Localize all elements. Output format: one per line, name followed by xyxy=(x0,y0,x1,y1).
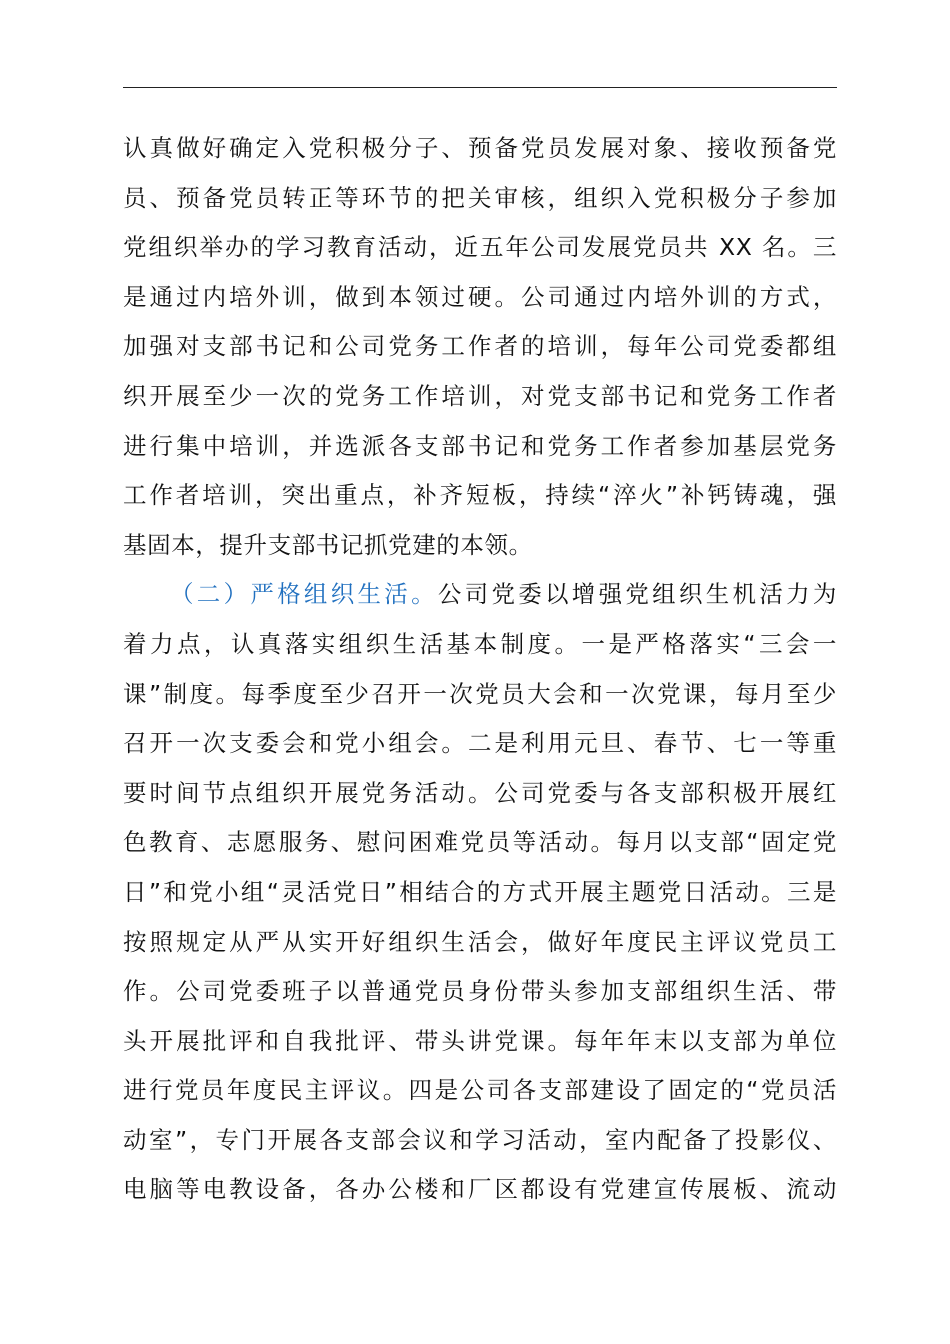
paragraph-line: 课”制度。每季度至少召开一次党员大会和一次党课，每月至少 xyxy=(123,679,837,708)
paragraph-line: 基固本，提升支部书记抓党建的本领。 xyxy=(123,530,533,559)
paragraph-line: 动室”，专门开展各支部会议和学习活动，室内配备了投影仪、 xyxy=(123,1125,837,1154)
header-rule xyxy=(123,87,837,88)
paragraph-line: 召开一次支委会和党小组会。二是利用元旦、春节、七一等重 xyxy=(123,729,837,758)
paragraph-line: 员、预备党员转正等环节的把关审核，组织入党积极分子参加 xyxy=(123,183,837,212)
section-heading-rest: 公司党委以增强党组织生机活力为 xyxy=(437,580,837,609)
paragraph-line: 党组织举办的学习教育活动，近五年公司发展党员共 XX 名。三 xyxy=(123,233,837,262)
paragraph-line: 织开展至少一次的党务工作培训，对党支部书记和党务工作者 xyxy=(123,381,837,410)
paragraph-line: 工作者培训，突出重点，补齐短板，持续“淬火”补钙铸魂，强 xyxy=(123,481,837,510)
paragraph-line: 电脑等电教设备，各办公楼和厂区都设有党建宣传展板、流动 xyxy=(123,1175,837,1204)
paragraph-line: 认真做好确定入党积极分子、预备党员发展对象、接收预备党 xyxy=(123,134,837,162)
paragraph-line: 日”和党小组“灵活党日”相结合的方式开展主题党日活动。三是 xyxy=(123,877,837,906)
paragraph-line: 是通过内培外训，做到本领过硬。公司通过内培外训的方式， xyxy=(123,282,837,311)
paragraph-line: 色教育、志愿服务、慰问困难党员等活动。每月以支部“固定党 xyxy=(123,828,837,857)
paragraph-line: 着力点，认真落实组织生活基本制度。一是严格落实“三会一 xyxy=(123,629,837,658)
paragraph-line: 进行党员年度民主评议。四是公司各支部建设了固定的“党员活 xyxy=(123,1076,837,1105)
paragraph-line: 进行集中培训，并选派各支部书记和党务工作者参加基层党务 xyxy=(123,431,837,460)
section-heading-line xyxy=(123,570,837,620)
paragraph-line: 要时间节点组织开展党务活动。公司党委与各支部积极开展红 xyxy=(123,778,837,807)
paragraph-line: 加强对支部书记和公司党务工作者的培训，每年公司党委都组 xyxy=(123,332,837,361)
paragraph-line: 作。公司党委班子以普通党员身份带头参加支部组织生活、带 xyxy=(123,977,837,1006)
section-heading: （二）严格组织生活。 xyxy=(170,580,438,609)
paragraph-line: 按照规定从严从实开好组织生活会，做好年度民主评议党员工 xyxy=(123,927,837,956)
document-body xyxy=(123,124,837,1215)
paragraph-line: 头开展批评和自我批评、带头讲党课。每年年末以支部为单位 xyxy=(123,1026,837,1055)
